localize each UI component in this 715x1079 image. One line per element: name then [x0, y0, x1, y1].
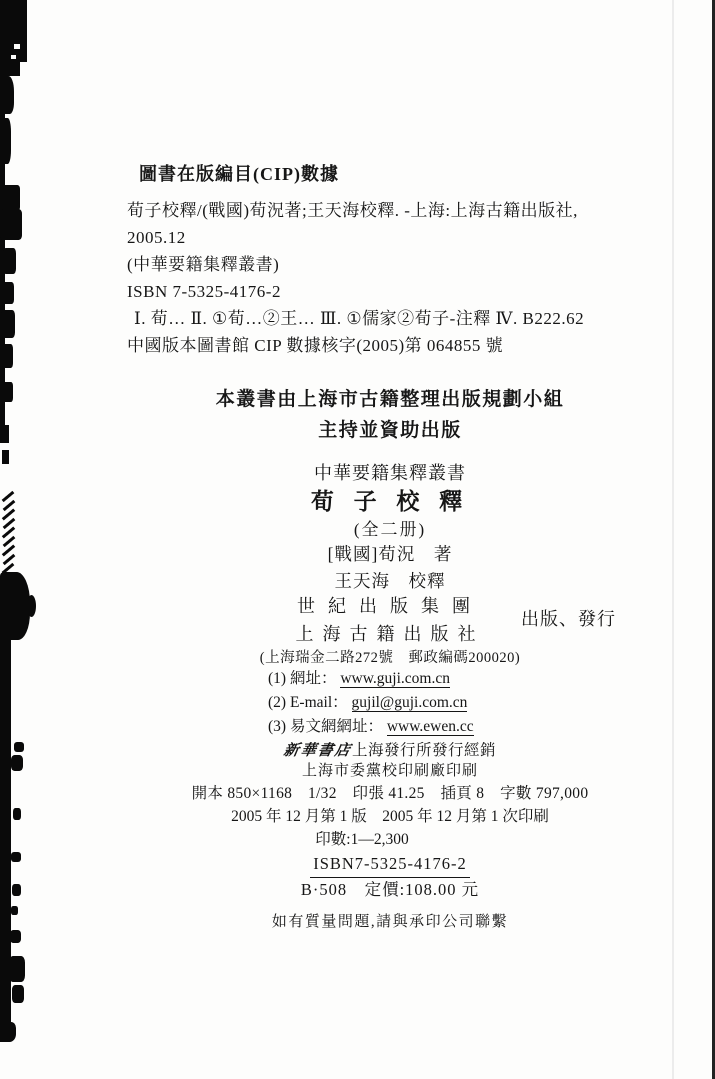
sponsor-line: 本叢書由上海市古籍整理出版規劃小組 [215, 389, 565, 410]
isbn-number: ISBN7-5325-4176-2 [310, 853, 470, 878]
binding-smudge [27, 595, 36, 617]
binding-speck [14, 44, 20, 49]
binding-speck [11, 55, 16, 59]
binding-smudge [11, 852, 21, 862]
cip-line: 2005.12 [127, 228, 186, 247]
website-url: www.guji.com.cn [340, 670, 450, 687]
cip-line: (中華要籍集釋叢書) [127, 255, 280, 274]
edition-line: 2005 年 12 月第 1 版 2005 年 12 月第 1 次印刷 [231, 808, 549, 825]
sponsor-line: 主持並資助出版 [318, 420, 462, 441]
binding-smudge [0, 572, 30, 640]
xinhua-bookstore-logo: 新華書店 [282, 743, 354, 759]
press-name: 上海古籍出版社 [295, 624, 485, 644]
binding-smudge [0, 76, 14, 114]
binding-smudge [11, 755, 23, 771]
binding-smudge [0, 425, 9, 443]
publisher-address: (上海瑞金二路272號 郵政編碼200020) [259, 650, 521, 666]
binding-smudge [11, 906, 18, 915]
book-title: 荀 子 校 釋 [310, 489, 470, 514]
binding-smudge [0, 62, 20, 76]
cip-block [127, 197, 687, 359]
binding-smudge [13, 808, 21, 820]
publisher-block [60, 592, 715, 648]
ewen-url: www.ewen.cc [386, 718, 474, 735]
binding-smudge [3, 248, 16, 274]
contact-label: (3) 易文網網址： [268, 718, 383, 735]
cip-record-number: 中國版本圖書館 CIP 數據核字(2005)第 064855 號 [127, 336, 504, 355]
binding-smudge [0, 209, 22, 240]
cip-line: 荀子校釋/(戰國)荀況著;王天海校釋. -上海:上海古籍出版社, [127, 201, 578, 220]
publisher-role: 出版、發行 [521, 609, 616, 629]
distributor-line [60, 738, 715, 760]
binding-smudge [1, 310, 15, 338]
isbn-price-box [60, 853, 715, 901]
contact-row-ewen [268, 715, 474, 739]
binding-smudge [10, 930, 21, 943]
binding-smudge [2, 185, 20, 211]
cip-classification: Ⅰ. 荀… Ⅱ. ①荀…②王… Ⅲ. ①儒家②荀子-注釋 Ⅳ. B222.62 [134, 309, 585, 328]
printer-line: 上海市委黨校印刷廠印刷 [301, 763, 478, 779]
contact-row-website [268, 667, 474, 691]
cip-line: ISBN 7-5325-4176-2 [127, 282, 281, 301]
binding-smudge [12, 985, 24, 1003]
volume-note: (全二册) [353, 520, 427, 539]
cip-heading: 圖書在版編目(CIP)數據 [139, 164, 339, 184]
binding-smudge [14, 742, 24, 752]
email-address: gujil@guji.com.cn [351, 694, 468, 711]
contact-label: (1) 網址： [268, 670, 337, 687]
binding-smudge [0, 118, 11, 164]
binding-smudge [2, 282, 14, 304]
print-copies-line: 印數:1—2,300 [315, 831, 409, 848]
binding-smudge [2, 344, 13, 368]
binding-smudge [9, 956, 25, 982]
annotator-line: 王天海 校釋 [334, 571, 446, 591]
publishing-group: 世紀出版集團 [297, 596, 483, 616]
sponsor-note [60, 384, 715, 446]
binding-smudge [3, 382, 13, 402]
binding-smudge [2, 450, 9, 464]
series-title: 中華要籍集釋叢書 [314, 463, 466, 483]
quality-note: 如有質量問題,請與承印公司聯繫 [271, 914, 509, 930]
format-spec-line: 開本 850×1168 1/32 印張 41.25 插頁 8 字數 797,000 [191, 785, 589, 802]
binding-smudge [12, 884, 21, 896]
price-line: B·508 定價:108.00 元 [300, 880, 480, 899]
author-line: [戰國]荀況 著 [327, 544, 453, 564]
binding-smudge [0, 0, 27, 62]
binding-smudge [0, 1022, 16, 1042]
contact-label: (2) E-mail： [268, 694, 348, 711]
contact-list [268, 667, 474, 739]
distributor-text: 上海發行所發行經銷 [352, 742, 497, 759]
contact-row-email [268, 691, 474, 715]
